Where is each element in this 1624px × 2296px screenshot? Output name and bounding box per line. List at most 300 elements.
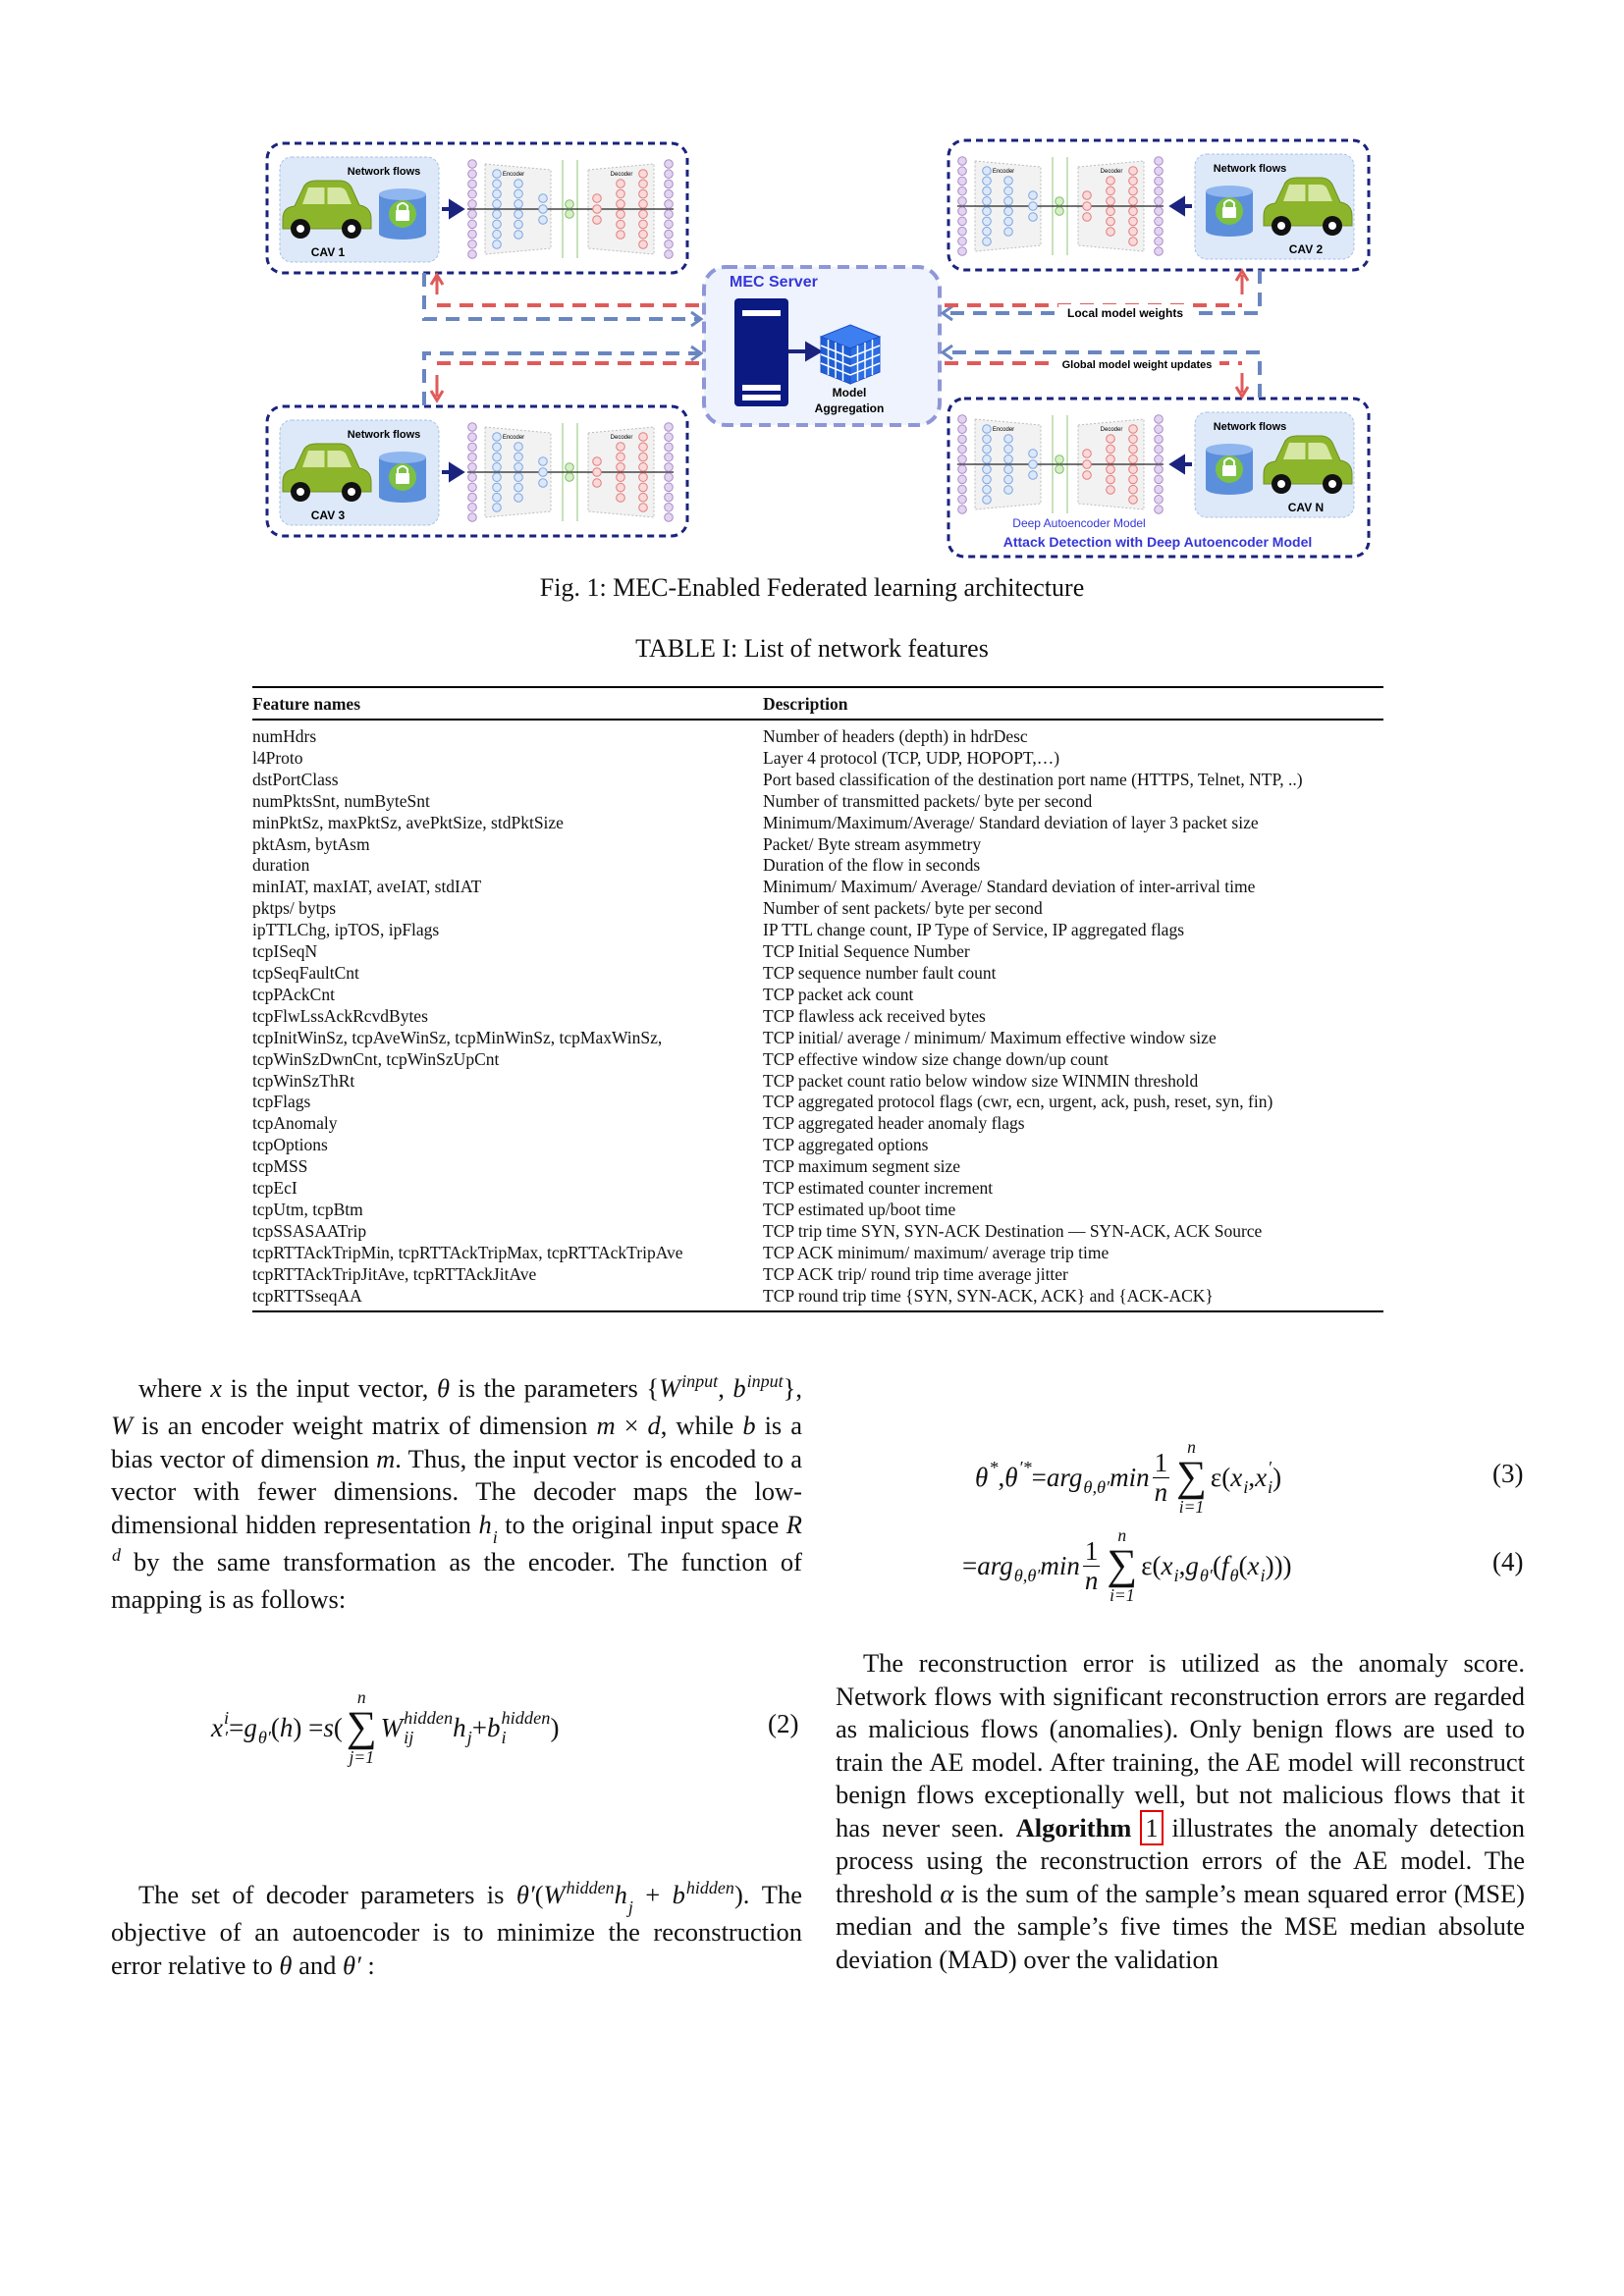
neuron xyxy=(593,194,602,203)
neuron xyxy=(1004,445,1013,454)
script xyxy=(501,1709,550,1747)
neuron xyxy=(665,160,674,169)
math-symbol: x xyxy=(1161,1550,1173,1580)
equation-2-number: (2) xyxy=(768,1709,799,1738)
sigma-symbol: ∑ xyxy=(1176,1454,1207,1501)
subscript: i xyxy=(1243,1477,1249,1497)
superscript xyxy=(1014,1547,1041,1565)
neuron xyxy=(958,237,967,245)
cav3-panel xyxy=(267,406,687,536)
neuron xyxy=(1083,471,1092,480)
neuron xyxy=(468,189,477,198)
description-cell: TCP Initial Sequence Number xyxy=(763,941,970,962)
table-row xyxy=(252,963,1383,985)
neuron xyxy=(493,220,502,229)
description-cell: TCP initial/ average / minimum/ Maximum effective window size xyxy=(763,1027,1217,1047)
subscript xyxy=(112,1566,121,1583)
secure-database-icon xyxy=(379,188,426,240)
neuron xyxy=(1029,202,1038,211)
math-symbol: x xyxy=(210,1373,223,1404)
feature-name-cell: minIAT, maxIAT, aveIAT, stdIAT xyxy=(252,877,482,897)
neuron xyxy=(468,220,477,229)
neuron xyxy=(958,157,967,166)
table-row xyxy=(252,748,1383,770)
math-symbol: θ xyxy=(436,1373,450,1404)
neuron xyxy=(958,197,967,206)
neuron xyxy=(639,453,648,461)
neuron xyxy=(639,240,648,249)
script xyxy=(112,1546,121,1583)
neuron xyxy=(958,227,967,236)
global-weight-updates-label: Global model weight updates xyxy=(1061,359,1213,371)
script xyxy=(747,1372,784,1410)
feature-name-cell: duration xyxy=(252,855,310,876)
encoder-label: Encoder xyxy=(992,427,1015,433)
neuron xyxy=(1083,460,1092,469)
neuron xyxy=(665,423,674,432)
neuron xyxy=(639,180,648,188)
table-row xyxy=(252,941,1383,963)
fraction-numerator: 1 xyxy=(1084,1536,1099,1567)
subscript: ij xyxy=(404,1728,414,1747)
neuron xyxy=(1129,475,1138,484)
neuron xyxy=(617,220,625,229)
equation-3-number: (3) xyxy=(1492,1459,1524,1488)
superscript: input xyxy=(681,1371,719,1391)
neuron xyxy=(514,231,523,240)
feature-name-cell: pktps/ bytps xyxy=(252,898,337,919)
math-symbol: d xyxy=(647,1411,661,1441)
text-run: where xyxy=(138,1373,211,1404)
decoder-label: Decoder xyxy=(610,435,633,441)
math-symbol: θ xyxy=(975,1462,989,1492)
sigma-symbol: ∑ xyxy=(1107,1542,1138,1589)
neuron xyxy=(1004,475,1013,484)
neuron xyxy=(1004,217,1013,226)
neuron xyxy=(468,513,477,522)
math-symbol: x xyxy=(1255,1462,1268,1492)
feature-name-cell: tcpRTTAckTripMin, tcpRTTAckTripMax, tcpRTTAckTripAve xyxy=(252,1242,683,1262)
math-symbol: m xyxy=(376,1443,396,1473)
script xyxy=(681,1372,718,1410)
fraction-denominator: n xyxy=(1154,1476,1168,1507)
neuron xyxy=(1129,435,1138,444)
table-row xyxy=(252,985,1383,1006)
math-symbol: x xyxy=(211,1712,223,1742)
neuron xyxy=(617,189,625,198)
description-cell: Packet/ Byte stream asymmetry xyxy=(763,833,982,854)
feature-name-cell: tcpEcI xyxy=(252,1178,298,1199)
neuron xyxy=(983,207,992,216)
neuron xyxy=(1004,187,1013,195)
paragraph-decoder-parameters xyxy=(111,1879,802,1982)
neuron xyxy=(539,194,548,203)
neuron xyxy=(1029,191,1038,200)
text-run: = xyxy=(1031,1462,1047,1492)
sum-lower-limit: i=1 xyxy=(1110,1584,1135,1605)
text-run: , xyxy=(718,1373,733,1404)
neuron xyxy=(514,463,523,472)
neuron xyxy=(493,453,502,461)
paragraph-anomaly-score xyxy=(836,1647,1525,1976)
input-arrow-icon xyxy=(1172,199,1192,213)
text-run: ) xyxy=(1272,1462,1282,1492)
neuron xyxy=(1155,475,1164,484)
script xyxy=(258,1709,271,1747)
text-run: + xyxy=(632,1880,673,1910)
neuron xyxy=(1155,495,1164,504)
neuron xyxy=(1029,450,1038,458)
superscript xyxy=(258,1709,271,1727)
superscript xyxy=(1083,1459,1110,1476)
math-symbol: g xyxy=(244,1712,257,1742)
neuron xyxy=(1004,207,1013,216)
subscript: ′ xyxy=(223,1728,229,1747)
text-run: to the original input space xyxy=(497,1509,786,1539)
neuron xyxy=(983,425,992,434)
neuron xyxy=(983,496,992,505)
secure-database-icon xyxy=(379,452,426,503)
description-cell: Layer 4 protocol (TCP, UDP, HOPOPT,…) xyxy=(763,747,1060,768)
math-symbol: x xyxy=(1230,1462,1243,1492)
wheel-hub xyxy=(297,488,304,496)
equation-2 xyxy=(211,1674,559,1782)
paragraph-encoder-description xyxy=(111,1372,802,1616)
math-symbol: s xyxy=(323,1712,334,1742)
neuron xyxy=(958,187,967,195)
neuron xyxy=(1083,202,1092,211)
subscript: j xyxy=(466,1728,472,1747)
neuron xyxy=(639,493,648,502)
network-features-table xyxy=(252,686,1383,1312)
neuron xyxy=(493,473,502,482)
neuron xyxy=(983,177,992,186)
superscript xyxy=(1229,1547,1238,1565)
math-symbol: g xyxy=(1185,1550,1199,1580)
table-row xyxy=(252,1113,1383,1135)
neuron xyxy=(1155,445,1164,454)
feature-name-cell: numHdrs xyxy=(252,726,317,746)
neuron xyxy=(983,238,992,246)
script xyxy=(1014,1547,1041,1585)
table-row xyxy=(252,1156,1383,1178)
math-symbol: W xyxy=(659,1373,681,1404)
feature-name-cell: tcpPAckCnt xyxy=(252,984,335,1004)
feature-name-cell: tcpOptions xyxy=(252,1135,328,1155)
neuron xyxy=(665,483,674,492)
neuron xyxy=(1155,157,1164,166)
neuron xyxy=(539,205,548,214)
autoencoder-diagram xyxy=(467,160,674,259)
neuron xyxy=(514,210,523,219)
feature-name-cell: tcpFlwLssAckRcvdBytes xyxy=(252,1005,428,1026)
script xyxy=(404,1709,453,1747)
neuron xyxy=(1107,455,1115,464)
model-label: Model xyxy=(832,386,867,400)
neuron xyxy=(665,220,674,229)
neuron xyxy=(983,445,992,454)
neuron xyxy=(1107,475,1115,484)
neuron xyxy=(639,433,648,442)
neuron xyxy=(1129,167,1138,176)
neuron xyxy=(1004,455,1013,464)
neuron xyxy=(493,170,502,179)
model-cube-icon xyxy=(821,325,880,384)
subscript xyxy=(747,1392,784,1410)
neuron xyxy=(468,503,477,511)
table-row xyxy=(252,813,1383,834)
subscript: j xyxy=(627,1897,633,1918)
neuron xyxy=(665,493,674,502)
neuron xyxy=(566,463,574,472)
wheel-hub xyxy=(297,225,304,233)
neuron xyxy=(593,468,602,477)
decoder-label: Decoder xyxy=(1100,427,1123,433)
feature-name-cell: tcpInitWinSz, tcpAveWinSz, tcpMinWinSz, tcpMaxWinSz, xyxy=(252,1027,663,1047)
neuron xyxy=(1129,177,1138,186)
description-cell: TCP packet count ratio below window size WINMIN threshold xyxy=(763,1070,1199,1091)
neuron xyxy=(1056,207,1064,216)
cav1-upload-path xyxy=(424,273,699,319)
cav-label: CAV N xyxy=(1287,501,1325,514)
math-symbol: θ′ xyxy=(342,1949,361,1980)
feature-name-cell: numPktsSnt, numByteSnt xyxy=(252,790,430,811)
algorithm-reference-link[interactable]: 1 xyxy=(1145,1812,1159,1842)
subscript xyxy=(681,1392,718,1410)
neuron xyxy=(639,483,648,492)
neuron xyxy=(539,457,548,466)
neuron xyxy=(639,504,648,512)
cav1-panel xyxy=(267,143,687,273)
neuron xyxy=(1129,187,1138,195)
summation xyxy=(346,1686,377,1767)
table-row xyxy=(252,920,1383,941)
aggregation-label: Aggregation xyxy=(814,401,885,415)
text-run: The set of decoder parameters is xyxy=(138,1880,516,1910)
neuron xyxy=(514,443,523,452)
neuron xyxy=(958,207,967,216)
text-run: is the sum of the sample’s mean squared error (MSE) median and the sample’s five times the MSE median absolute deviation (MAD) over the validation xyxy=(836,1878,1526,1974)
arrowhead-icon xyxy=(943,346,952,359)
script xyxy=(567,1879,615,1916)
neuron xyxy=(514,483,523,492)
neuron xyxy=(665,503,674,511)
subscript: i xyxy=(1260,1566,1266,1585)
db-bottom xyxy=(1206,225,1253,237)
sum-upper-limit: n xyxy=(1187,1436,1196,1457)
lock-body xyxy=(396,473,409,484)
neuron xyxy=(617,483,625,492)
neuron xyxy=(566,473,574,482)
fraction-numerator: 1 xyxy=(1154,1448,1168,1478)
neuron xyxy=(1155,177,1164,186)
neuron xyxy=(468,210,477,219)
neuron xyxy=(493,443,502,452)
table-row xyxy=(252,720,1383,748)
text-run: ( xyxy=(270,1712,280,1742)
script xyxy=(1083,1459,1110,1497)
neuron xyxy=(1004,177,1013,186)
neuron xyxy=(958,475,967,484)
neuron xyxy=(639,189,648,198)
text-run: ε( xyxy=(1141,1550,1162,1580)
neuron xyxy=(639,473,648,482)
neuron xyxy=(665,200,674,209)
math-symbol: W xyxy=(111,1411,134,1441)
neuron xyxy=(958,445,967,454)
script xyxy=(989,1459,998,1497)
text-run: ) xyxy=(550,1712,560,1742)
neuron xyxy=(617,231,625,240)
neuron xyxy=(1155,187,1164,195)
neuron xyxy=(514,200,523,209)
neuron xyxy=(593,479,602,488)
cav-label: CAV 1 xyxy=(310,245,346,259)
neuron xyxy=(493,483,502,492)
neuron xyxy=(983,217,992,226)
superscript: * xyxy=(989,1457,999,1477)
text-run: . Thus, the input vector is encoded to a vector with fewer dimensions. The decoder maps the low-dimensional hidden representation xyxy=(111,1443,802,1539)
subscript: θ′ xyxy=(257,1728,271,1747)
table-row xyxy=(252,834,1383,856)
math-symbol: h xyxy=(453,1712,466,1742)
feature-name-cell: tcpWinSzThRt xyxy=(252,1070,355,1091)
figure-caption: Fig. 1: MEC-Enabled Federated learning architecture xyxy=(539,573,1085,602)
neuron xyxy=(493,504,502,512)
table-row xyxy=(252,1049,1383,1071)
neuron xyxy=(617,463,625,472)
neuron xyxy=(1056,465,1064,474)
neuron xyxy=(617,453,625,461)
neuron xyxy=(1155,237,1164,245)
neuron xyxy=(1107,217,1115,226)
table-row xyxy=(252,1221,1383,1243)
text-run: is the parameters { xyxy=(449,1373,660,1404)
neuron xyxy=(958,425,967,434)
neuron xyxy=(617,200,625,209)
feature-name-cell: dstPortClass xyxy=(252,769,339,789)
neuron xyxy=(1107,207,1115,216)
table-row xyxy=(252,1028,1383,1049)
neuron xyxy=(468,170,477,179)
table-header-row xyxy=(252,687,1383,720)
neuron xyxy=(665,230,674,239)
equation-4 xyxy=(962,1512,1292,1620)
neuron xyxy=(665,513,674,522)
neuron xyxy=(1083,213,1092,222)
neuron xyxy=(639,210,648,219)
superscript xyxy=(1200,1547,1213,1565)
neuron xyxy=(665,180,674,188)
neuron xyxy=(1155,207,1164,216)
description-cell: TCP aggregated protocol flags (cwr, ecn, urgent, ack, push, reset, syn, fin) xyxy=(763,1092,1273,1112)
neuron xyxy=(983,455,992,464)
neuron xyxy=(983,435,992,444)
autoencoder-diagram xyxy=(957,415,1164,514)
neuron xyxy=(1155,227,1164,236)
description-cell: TCP estimated counter increment xyxy=(763,1178,994,1199)
neuron xyxy=(1107,228,1115,237)
neuron xyxy=(468,180,477,188)
cav3-upload-path xyxy=(424,353,699,405)
text-run: , xyxy=(1248,1462,1256,1492)
neuron xyxy=(1056,197,1064,206)
subscript xyxy=(567,1898,615,1916)
neuron xyxy=(1129,207,1138,216)
neuron xyxy=(958,465,967,474)
neuron xyxy=(1107,445,1115,454)
neuron xyxy=(958,415,967,424)
neuron xyxy=(665,240,674,248)
neuron xyxy=(468,473,477,482)
math-symbol: m xyxy=(596,1411,616,1441)
neuron xyxy=(1056,455,1064,464)
text-run: ( xyxy=(1212,1550,1221,1580)
text-run: by the same transformation as the encoder. The function of mapping is as follows: xyxy=(111,1546,802,1614)
description-cell: Minimum/Maximum/Average/ Standard deviation of layer 3 packet size xyxy=(763,812,1259,832)
neuron xyxy=(593,205,602,214)
feature-name-cell: tcpMSS xyxy=(252,1156,308,1177)
server-bar xyxy=(742,310,781,316)
math-symbol: W xyxy=(543,1880,566,1910)
neuron xyxy=(1129,465,1138,474)
neuron xyxy=(1155,465,1164,474)
math-symbol: θ xyxy=(279,1949,293,1980)
text-run: ( xyxy=(1238,1550,1248,1580)
description-cell: TCP sequence number fault count xyxy=(763,962,997,983)
math-symbol: arg xyxy=(977,1550,1013,1580)
secure-database-icon xyxy=(1206,444,1253,495)
subscript: i xyxy=(1268,1477,1273,1497)
description-cell: TCP flawless ack received bytes xyxy=(763,1005,986,1026)
neuron xyxy=(493,180,502,188)
sigma-symbol: ∑ xyxy=(346,1704,377,1751)
description-cell: Number of sent packets/ byte per second xyxy=(763,898,1043,919)
neuron xyxy=(539,479,548,488)
neuron xyxy=(1155,435,1164,444)
subscript xyxy=(686,1898,734,1916)
neuron xyxy=(1029,460,1038,469)
text-run xyxy=(1131,1813,1143,1842)
neuron xyxy=(493,200,502,209)
text-run: ). The objective of an autoencoder is to minimize the reconstruction error relative to xyxy=(111,1880,802,1980)
neuron xyxy=(1029,213,1038,222)
neuron xyxy=(493,463,502,472)
superscript: hidden xyxy=(566,1878,615,1897)
text-run: , xyxy=(1178,1550,1186,1580)
math-symbol: f xyxy=(1220,1550,1229,1580)
header-description: Description xyxy=(763,687,1383,720)
neuron xyxy=(1129,227,1138,236)
math-symbol: h xyxy=(614,1880,627,1910)
db-top xyxy=(379,188,426,200)
wheel-hub xyxy=(348,225,355,233)
neuron xyxy=(1004,486,1013,495)
text-run: ))) xyxy=(1265,1550,1292,1580)
encoder-label: Encoder xyxy=(502,435,525,441)
wheel-hub xyxy=(1328,222,1336,230)
neuron xyxy=(1129,197,1138,206)
neuron xyxy=(566,210,574,219)
encoder-label: Encoder xyxy=(502,172,525,178)
description-cell: Port based classification of the destination port name (HTTPS, Telnet, NTP, ..) xyxy=(763,769,1303,789)
text-run: ( xyxy=(534,1880,544,1910)
neuron xyxy=(958,177,967,186)
wheel-hub xyxy=(1328,480,1336,488)
db-bottom xyxy=(379,491,426,503)
math-symbol: α xyxy=(940,1878,954,1908)
neuron xyxy=(665,473,674,482)
